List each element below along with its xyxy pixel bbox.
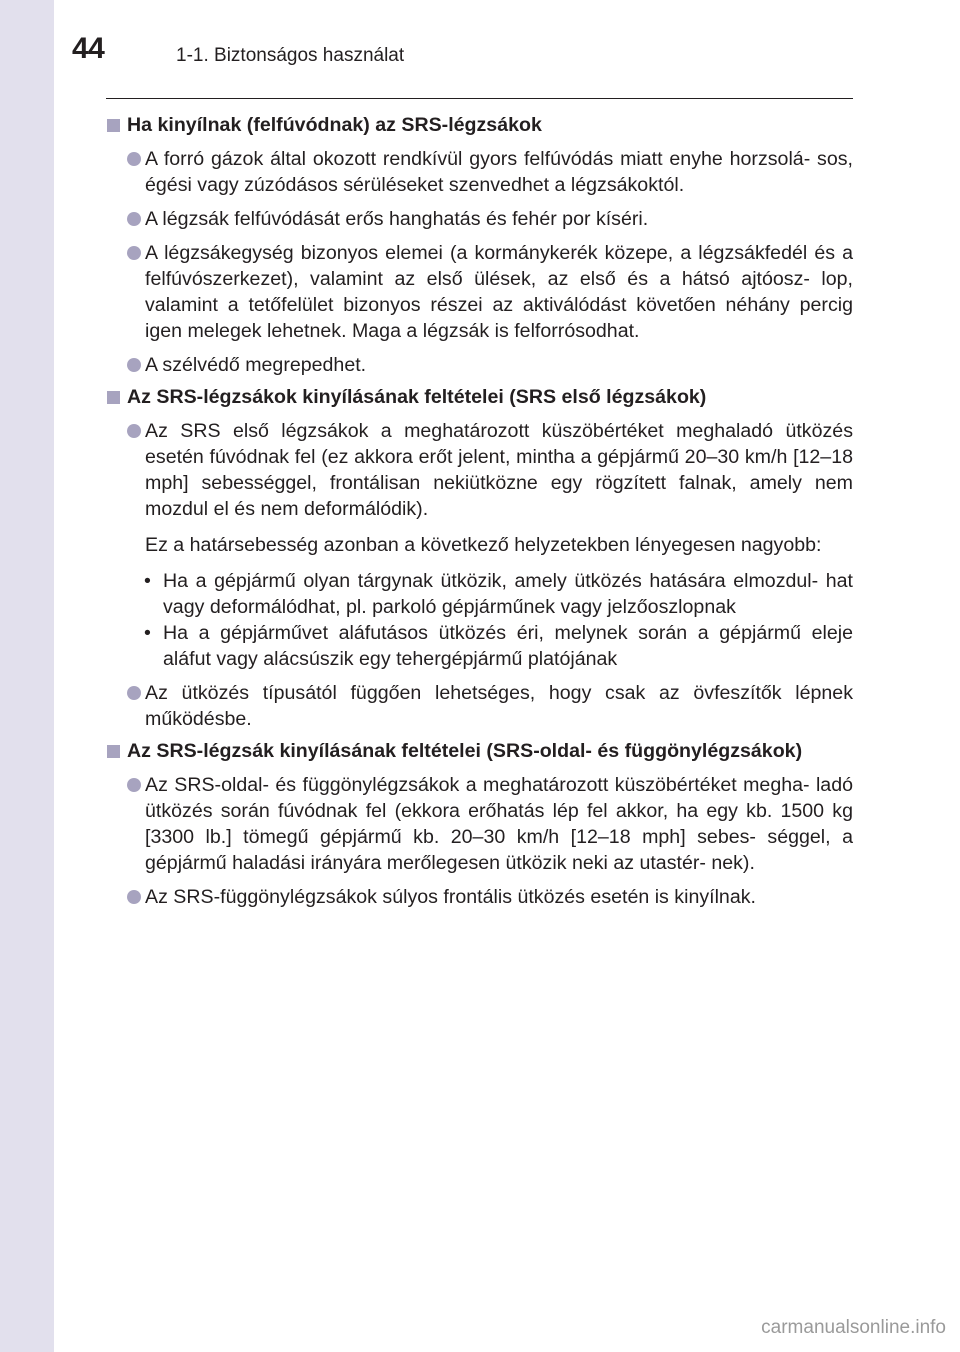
bullet-item: Az ütközés típusától függően lehetséges, hogy csak az övfeszítők lépnek működésbe. xyxy=(106,680,853,732)
section-heading-front-airbags: Az SRS-légzsákok kinyílásának feltételei (SRS első légzsákok) xyxy=(106,384,853,410)
paragraph: Ez a határsebesség azonban a következő helyzetekben lényegesen nagyobb: xyxy=(145,534,822,556)
sub-list xyxy=(106,568,853,672)
page-number: 44 xyxy=(72,32,105,65)
page-content xyxy=(106,106,853,910)
bullet-item: A forró gázok által okozott rendkívül gyors felfúvódás miatt enyhe horzsolá- sos, égési vagy zúzódásos sérüléseket szenvedhet a légzsákoktól. xyxy=(106,146,853,198)
chapter-title: 1-1. Biztonságos használat xyxy=(176,45,405,66)
bullet-item: A szélvédő megrepedhet. xyxy=(106,352,853,378)
bullet-item: Az SRS-oldal- és függönylégzsákok a meghatározott küszöbértéket megha- ladó ütközés során fúvódnak fel (ekkora erőhatás lép fel akkor, ha egy kb. 1500 kg [3300 lb.] tömegű gépjármű kb. 20–30 km/h [12–18 mph] sebes- séggel, a gépjármű haladási irányára merőlegesen ütközik neki az utastér- nek). xyxy=(106,772,853,876)
watermark-url: carmanualsonline.info xyxy=(761,1317,946,1338)
bullet-item: A légzsák felfúvódását erős hanghatás és fehér por kíséri. xyxy=(106,206,853,232)
section-heading-deployment: Ha kinyílnak (felfúvódnak) az SRS-légzsákok xyxy=(106,112,853,138)
side-tab-band xyxy=(0,0,54,1352)
sub-list-item: • Ha a gépjárművet aláfutásos ütközés éri, melynek során a gépjármű eleje aláfut vagy alácsúszik egy tehergépjármű platójának xyxy=(106,620,853,672)
bullet-item: A légzsákegység bizonyos elemei (a kormánykerék közepe, a légzsákfedél és a felfúvószerkezet), valamint az első ülések, az első és a hátsó ajtóosz- lop, valamint a tetőfelület bizonyos részei az aktiválódást követően néhány percig igen melegek lehetnek. Maga a légzsák is felforrósodhat. xyxy=(106,240,853,344)
bullet-item: Az SRS első légzsákok a meghatározott küszöbértéket meghaladó ütközés esetén fúvódnak fel (ez akkora erőt jelent, mintha a gépjármű 20–30 km/h [12–18 mph] sebességgel, frontálisan nekiütközne egy rögzített falnak, amely nem mozdul el és nem deformálódik). xyxy=(106,418,853,522)
section-heading-side-curtain-airbags: Az SRS-légzsák kinyílásának feltételei (SRS-oldal- és függönylégzsákok) xyxy=(106,738,853,764)
header-divider xyxy=(106,98,853,99)
bullet-item: Az SRS-függönylégzsákok súlyos frontális ütközés esetén is kinyílnak. xyxy=(106,884,853,910)
sub-list-item: • Ha a gépjármű olyan tárgynak ütközik, amely ütközés hatására elmozdul- hat vagy deformálódhat, pl. parkoló gépjárműnek vagy jelzőoszlopnak xyxy=(106,568,853,620)
